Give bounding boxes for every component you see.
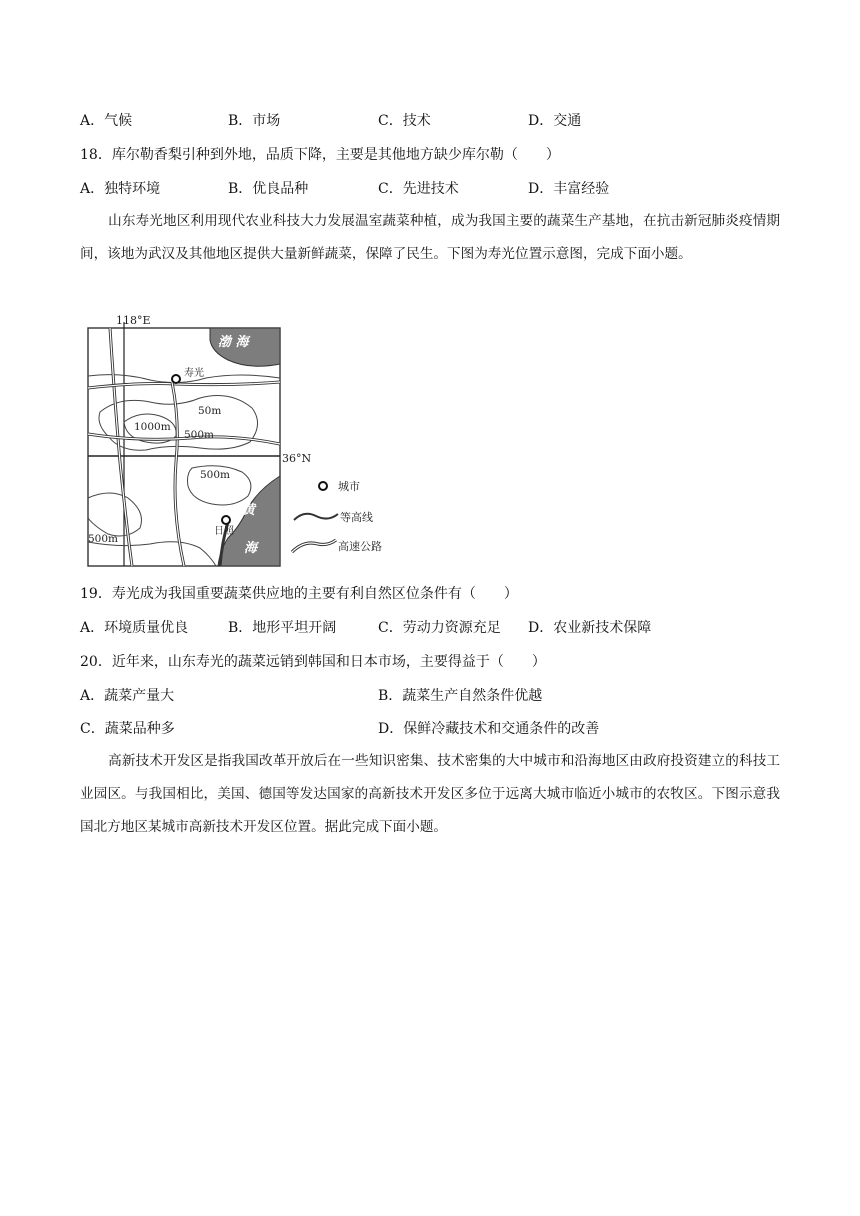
contour-label-500a: 500m [184, 429, 214, 441]
legend-contour-icon [294, 514, 338, 520]
bohai-label: 渤 海 [218, 335, 249, 350]
latitude-label: 36°N [282, 452, 312, 465]
contour-line [88, 542, 216, 566]
huanghai-label-2: 海 [244, 541, 258, 556]
q20-option-c: C．蔬菜品种多 [80, 721, 175, 737]
longitude-label: 118°E [116, 314, 151, 327]
q20-option-a: A．蔬菜产量大 [80, 688, 175, 704]
q19-option-b: B．地形平坦开阔 [228, 620, 337, 636]
city-shouguang-label: 寿光 [184, 368, 204, 379]
q20-stem: 20．近年来，山东寿光的蔬菜远销到韩国和日本市场，主要得益于（ ） [80, 654, 546, 670]
q17-option-c: C．技术 [378, 113, 431, 129]
passage-shouguang-text: 山东寿光地区利用现代农业科技大力发展温室蔬菜种植，成为我国主要的蔬菜生产基地，在抗击新冠肺炎疫情期间，该地为武汉及其他地区提供大量新鲜蔬菜，保障了民生。下图为寿光位置示意图，完成下面小题。 [80, 213, 780, 262]
q18-stem: 18．库尔勒香梨引种到外地，品质下降，主要是其他地方缺少库尔勒（ ） [80, 147, 560, 163]
legend-city-icon [319, 482, 327, 490]
highway [172, 382, 184, 566]
city-rizhao-label: 日照 [214, 526, 234, 537]
passage-shouguang [80, 205, 780, 271]
q20-option-b: B．蔬菜生产自然条件优越 [378, 688, 543, 704]
contour-label-50: 50m [198, 405, 222, 417]
q18-option-c: C．先进技术 [378, 181, 459, 197]
legend-city-label: 城市 [338, 480, 360, 493]
q20-option-d: D．保鲜冷藏技术和交通条件的改善 [378, 721, 600, 737]
q19-option-c: C．劳动力资源充足 [378, 620, 501, 636]
q19-option-d: D．农业新技术保障 [528, 620, 652, 636]
q18-option-b: B．优良品种 [228, 181, 309, 197]
q17-option-b: B．市场 [228, 113, 281, 129]
city-shouguang-marker [172, 375, 180, 383]
contour-label-1000: 1000m [134, 421, 171, 433]
q18-option-d: D．丰富经验 [528, 181, 610, 197]
q19-option-a: A．环境质量优良 [80, 620, 189, 636]
passage-hightech-zone-text: 高新技术开发区是指我国改革开放后在一些知识密集、技术密集的大中城市和沿海地区由政府投资建立的科技工业园区。与我国相比，美国、德国等发达国家的高新技术开发区多位于远离大城市临近小城市的农牧区。下图示意我国北方地区某城市高新技术开发区位置。据此完成下面小题。 [80, 753, 780, 835]
q17-option-a: A．气候 [80, 113, 133, 129]
passage-hightech-zone [80, 745, 780, 844]
q18-option-a: A．独特环境 [80, 181, 161, 197]
city-rizhao-marker [222, 516, 230, 524]
q17-option-d: D．交通 [528, 113, 582, 129]
legend-contour-label: 等高线 [340, 511, 373, 524]
legend-highway-label: 高速公路 [338, 540, 382, 553]
contour-label-500c: 500m [88, 533, 118, 545]
q19-stem: 19．寿光成为我国重要蔬菜供应地的主要有利自然区位条件有（ ） [80, 586, 518, 602]
shouguang-location-map [80, 312, 390, 572]
contour-line [88, 493, 142, 536]
huanghai-label-1: 黄 [242, 503, 256, 518]
contour-label-500b: 500m [200, 469, 230, 481]
